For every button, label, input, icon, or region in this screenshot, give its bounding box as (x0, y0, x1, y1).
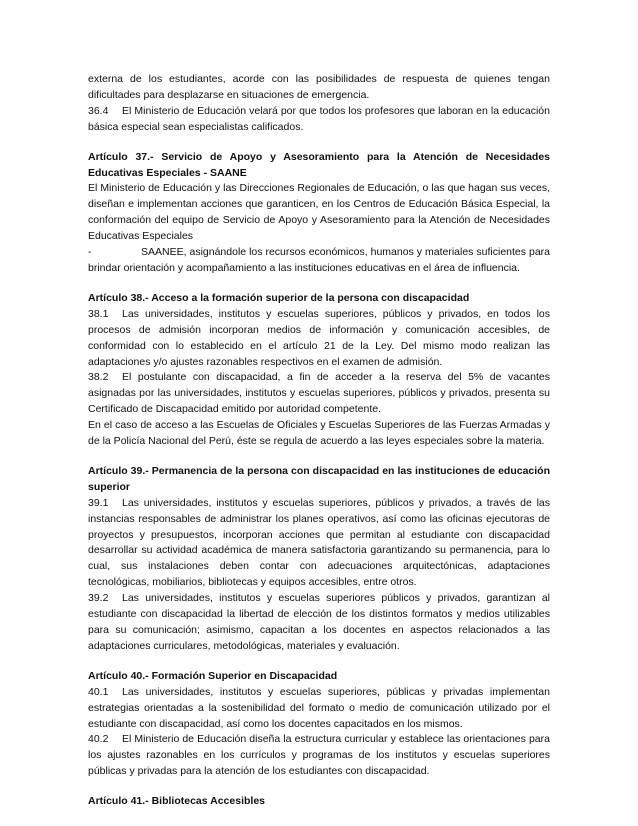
article-39 (88, 464, 550, 655)
paragraph-number: 40.2 (88, 733, 109, 746)
article-40-title: Artículo 40.- Formación Superior en Discapacidad (88, 669, 338, 682)
paragraph-number: 40.1 (88, 685, 109, 698)
paragraph-40-1: 40.1 Las universidades, institutos y escuelas superiores, públicas y privadas implementan estrategias orientadas a la sostenibilidad del formato o medio de comunicación utilizado por el estudiante con discapacidad, así como los docentes capacitados en los mismos. (88, 685, 550, 730)
list-dash: - (88, 246, 92, 259)
paragraph-38-2: 38.2 El postulante con discapacidad, a fin de acceder a la reserva del 5% de vacantes asignadas por las universidades, institutos y escuelas superiores, públicos y privados, presenta su Certificado de Discapacidad emitido por autoridad competente. (88, 371, 550, 416)
paragraph-number: 38.2 (88, 371, 109, 384)
article-37-title: Artículo 37.- Servicio de Apoyo y Asesoramiento para la Atención de Necesidades Educativas Especiales - SAANE (88, 150, 550, 179)
paragraph-number: 39.1 (88, 496, 109, 509)
paragraph-38-1: 38.1 Las universidades, institutos y escuelas superiores, públicos y privados, en todos los procesos de admisión incorporan medios de información y comunicación accesibles, de conformidad con lo establecido en el artículo 21 de la Ley. Del mismo modo realizan las adaptaciones y/o ajustes razonables respectivos en el examen de admisión. (88, 307, 550, 368)
article-39-title: Artículo 39.- Permanencia de la persona con discapacidad en las instituciones de educación superior (88, 464, 550, 493)
article-40 (88, 669, 550, 780)
article-38 (88, 291, 550, 450)
paragraph-number: 36.4 (88, 104, 109, 117)
paragraph-number: 39.2 (88, 592, 109, 605)
paragraph-39-2: 39.2 Las universidades, institutos y escuelas superiores públicos y privados, garantizan al estudiante con discapacidad la libertad de elección de los distintos formatos y medios utilizables para su comunicación; asimismo, capacitan a los docentes en aspectos relacionados a las adaptaciones curriculares, metodológicas, materiales y evaluación. (88, 592, 550, 652)
article-37 (88, 150, 550, 277)
article-38-paragraph-3: En el caso de acceso a las Escuelas de Oficiales y Escuelas Superiores de las Fuerzas Armadas y de la Policía Nacional del Perú, éste se regula de acuerdo a las leyes especiales sobre la materia. (88, 419, 550, 448)
article-37-list-item: - SAANEE, asignándole los recursos económicos, humanos y materiales suficientes para brindar orientación y acompañamiento a las instituciones educativas en el área de influencia. (88, 246, 550, 274)
article-37-paragraph: El Ministerio de Educación y las Direcciones Regionales de Educación, o las que hagan sus veces, diseñan e implementan acciones que garanticen, en los Centros de Educación Básica Especial, la conformación del equipo de Servicio de Apoyo y Asesoramiento para la Atención de Necesidades Educativas Especiales (88, 182, 550, 243)
article-41 (88, 794, 550, 810)
paragraph-40-2: 40.2 El Ministerio de Educación diseña la estructura curricular y establece las orientaciones para los ajustes razonables en los currículos y programas de los institutos y escuelas superiores públicas y privadas para la atención de los estudiantes con discapacidad. (88, 733, 550, 778)
article-38-title: Artículo 38.- Acceso a la formación superior de la persona con discapacidad (88, 291, 470, 304)
paragraph-39-1: 39.1 Las universidades, institutos y escuelas superiores, públicos y privados, a través de las instancias responsables de administrar los planes operativos, así como las oficinas ejecutoras de proyectos y presupuestos, incorporan acciones que permitan al estudiante con discapacidad desarrollar su actividad académica de manera satisfactoria garantizando su permanencia, para lo cual, sus instalaciones deben contar con adecuaciones arquitectónicas, adaptaciones tecnológicas, mobiliarios, bibliotecas y equipos accesibles, entre otros. (88, 496, 550, 589)
intro-section (88, 72, 550, 136)
article-41-title: Artículo 41.- Bibliotecas Accesibles (88, 795, 266, 808)
paragraph-number: 38.1 (88, 307, 109, 320)
paragraph-36-4: 36.4 El Ministerio de Educación velará por que todos los profesores que laboran en la educación básica especial sean especialistas calificados. (88, 104, 550, 133)
intro-paragraph: externa de los estudiantes, acorde con las posibilidades de respuesta de quienes tengan dificultades para desplazarse en situaciones de emergencia. (88, 73, 550, 101)
